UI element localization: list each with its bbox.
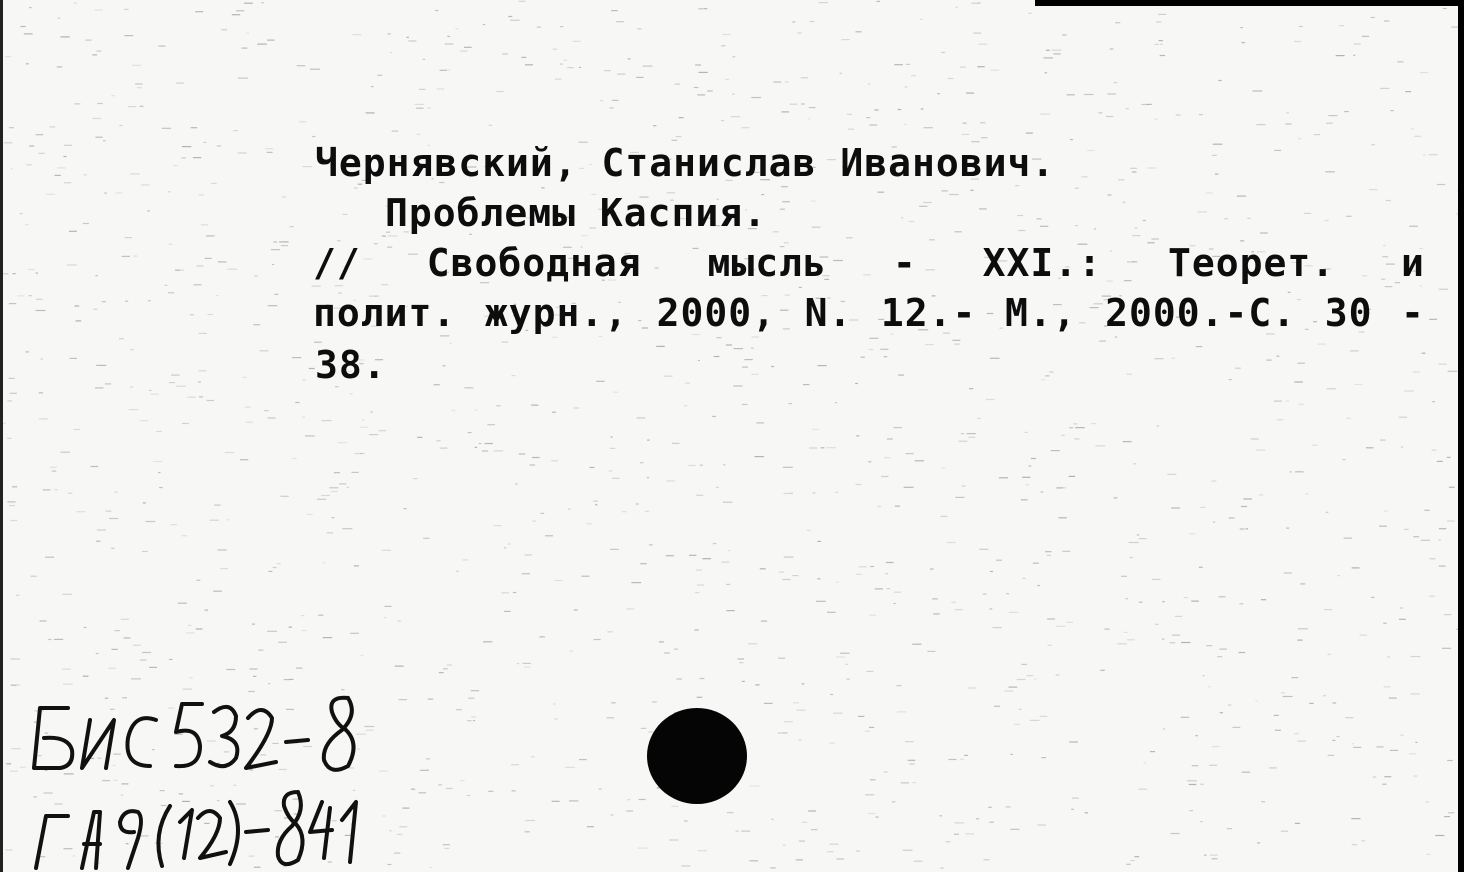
work-title: Проблемы Каспия.	[385, 191, 768, 235]
publication-word: 30	[1324, 291, 1373, 335]
source-line	[313, 240, 1425, 286]
card-frame-left	[0, 0, 3, 872]
publication-word: журн.,	[484, 291, 629, 335]
author-heading: Чернявский, Станислав Иванович.	[315, 141, 1056, 185]
publication-word: 2000.-С.	[1105, 291, 1297, 335]
pages-end: 38.	[315, 343, 387, 387]
publication-word: -	[1401, 291, 1425, 335]
publication-word: N.	[804, 291, 853, 335]
publication-line	[313, 290, 1425, 336]
handwritten-code-1	[30, 690, 390, 780]
card-frame-right	[1458, 0, 1464, 872]
source-word: -	[892, 241, 917, 285]
publication-word: полит.	[313, 291, 457, 335]
source-word: //	[313, 241, 361, 285]
source-word: Свободная	[426, 241, 642, 285]
publication-word: 2000,	[656, 291, 777, 335]
source-word: Теорет.	[1167, 241, 1336, 285]
punch-hole	[647, 708, 747, 804]
publication-word: М.,	[1004, 291, 1077, 335]
handwritten-code-2	[30, 788, 430, 872]
publication-word: 12.-	[880, 291, 977, 335]
source-word: XXI.:	[982, 241, 1103, 285]
source-word: мысль	[707, 241, 827, 285]
card-frame-top	[1035, 0, 1464, 6]
source-word: и	[1401, 241, 1425, 285]
